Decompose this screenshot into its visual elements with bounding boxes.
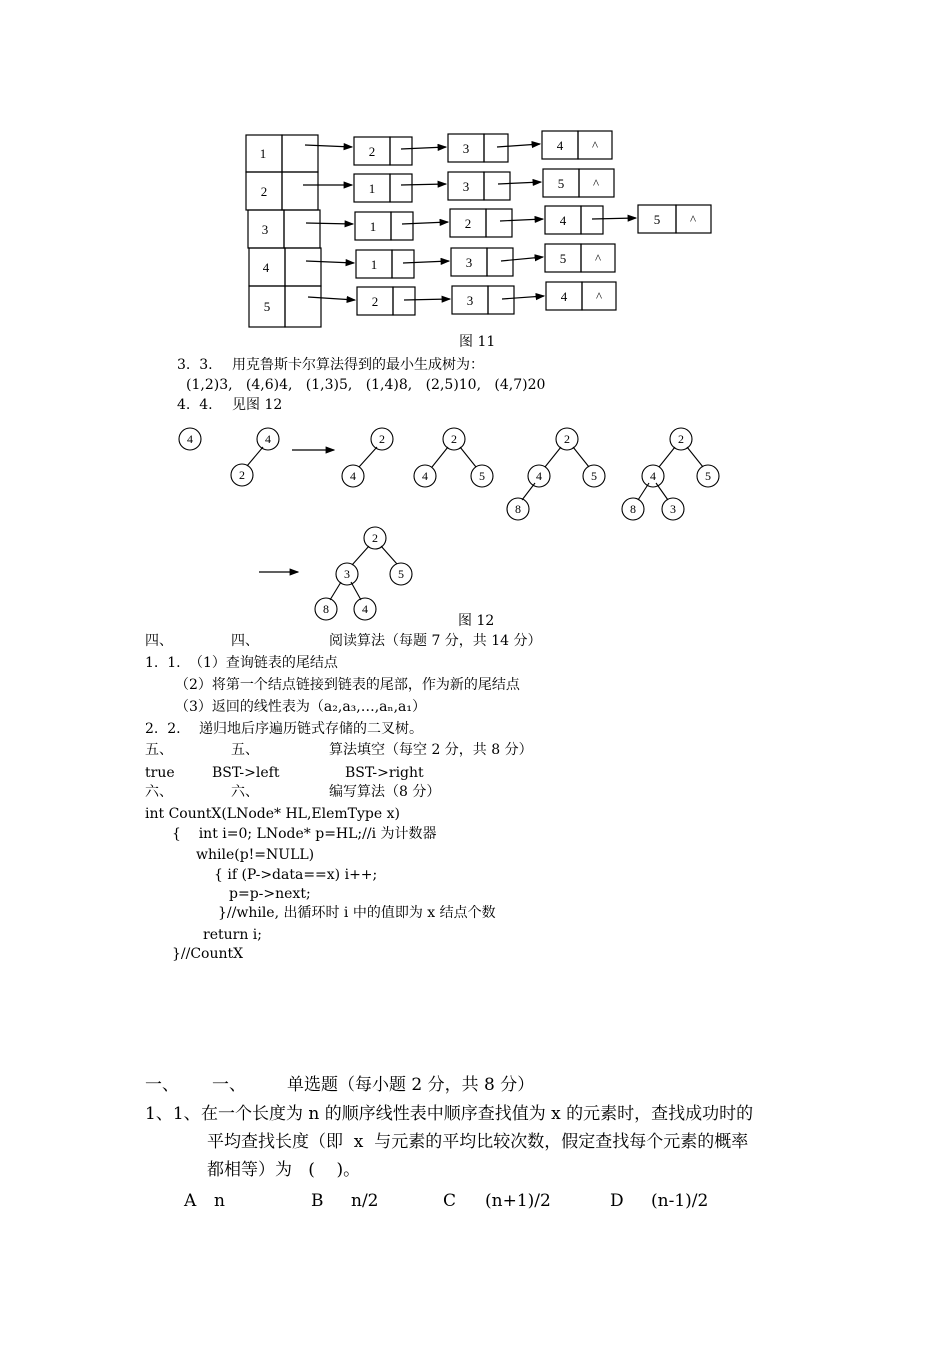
list-node: 1 [370,257,378,272]
s5-answer-3: BST->right [345,765,424,781]
tree-node: 8 [630,502,636,516]
section-4-number-repeat: 四、 [231,633,259,649]
tree-node: 2 [379,432,385,446]
tree-node: 4 [536,469,542,483]
tree-node: 4 [650,469,656,483]
section-6-number: 六、 [145,784,173,800]
head-node-1: 1 [259,146,267,161]
head-node-5: 5 [263,299,271,314]
section-1-number: 一、 [145,1075,179,1095]
section-4-number: 四、 [145,633,173,649]
null-pointer: ^ [591,138,599,153]
s4-q2-label: 2. 2. [145,721,181,737]
head-node-4: 4 [262,260,270,275]
head-node-3: 3 [261,222,269,237]
option-b-letter: B [311,1191,324,1211]
list-node: 1 [368,181,376,196]
option-a-letter: A [184,1191,197,1211]
s1-q1-label: 1、1、 [145,1104,201,1124]
list-node: 3 [466,293,474,308]
tree-node: 5 [591,469,597,483]
item-3-text: 用克鲁斯卡尔算法得到的最小生成树为： [232,357,484,373]
figure-11-adjacency-list [0,0,952,340]
code-line-2: { int i=0; LNode* p=HL;//i 为计数器 [172,826,437,842]
list-node: 3 [465,255,473,270]
s1-q1-line3: 都相等）为 ( )。 [207,1160,361,1180]
list-node: 5 [559,251,567,266]
list-node: 5 [557,176,565,191]
null-pointer: ^ [595,289,603,304]
option-c-letter: C [443,1191,457,1211]
tree-node: 8 [515,502,521,516]
s4-q1-line1: （1）查询链表的尾结点 [189,655,338,671]
tree-node: 4 [350,469,356,483]
option-c-text: (n+1)/2 [485,1191,551,1211]
list-node: 4 [560,289,568,304]
tree-node: 3 [670,502,676,516]
option-d-text: (n-1)/2 [651,1191,709,1211]
tree-node: 2 [564,432,570,446]
item-4-label: 4. 4. [177,397,213,413]
s5-answer-2: BST->left [212,765,280,781]
tree-node: 3 [344,567,350,581]
list-node: 2 [368,144,376,159]
code-line-6: }//while, 出循环时 i 中的值即为 x 结点个数 [218,905,496,921]
tree-node: 5 [398,567,404,581]
list-node: 2 [464,216,472,231]
s4-q1-line2: （2）将第一个结点链接到链表的尾部，作为新的尾结点 [175,677,520,693]
list-node: 2 [371,294,379,309]
tree-node: 2 [678,432,684,446]
section-1-title: 单选题（每小题 2 分，共 8 分） [287,1075,535,1095]
s1-q1-line2: 平均查找长度（即 x 与元素的平均比较次数，假定查找每个元素的概率 [207,1132,749,1152]
figure-12-trees [0,420,952,625]
section-6-title: 编写算法（8 分） [329,784,441,800]
s4-q1-line3: （3）返回的线性表为（a₂,a₃,…,aₙ,a₁） [175,699,426,715]
null-pointer: ^ [594,251,602,266]
option-d-letter: D [610,1191,624,1211]
tree-node: 2 [451,432,457,446]
list-node: 3 [462,179,470,194]
null-pointer: ^ [592,176,600,191]
code-line-7: return i; [203,927,262,943]
code-line-1: int CountX(LNode* HL,ElemType x) [145,806,400,822]
tree-node: 2 [239,468,245,482]
list-node: 3 [462,141,470,156]
tree-node: 2 [372,531,378,545]
code-line-4: { if (P->data==x) i++; [214,867,378,883]
item-4-text: 见图 12 [232,397,283,413]
s4-q1-label: 1. 1. [145,655,181,671]
figure-12-caption: 图 12 [458,613,495,629]
section-4-title: 阅读算法（每题 7 分，共 14 分） [329,633,542,649]
section-5-title: 算法填空（每空 2 分，共 8 分） [329,742,533,758]
tree-node: 8 [323,602,329,616]
tree-node: 5 [479,469,485,483]
option-a-text: n [214,1191,225,1211]
code-line-8: }//CountX [172,946,244,962]
null-pointer: ^ [689,212,697,227]
tree-node: 5 [705,469,711,483]
tree-node: 4 [187,432,193,446]
figure-11-caption: 图 11 [459,334,496,350]
option-b-text: n/2 [351,1191,379,1211]
section-5-number-repeat: 五、 [231,742,259,758]
tree-node: 4 [362,602,368,616]
section-5-number: 五、 [145,742,173,758]
list-node: 4 [559,213,567,228]
list-node: 4 [556,138,564,153]
section-1-number-repeat: 一、 [212,1075,246,1095]
s1-q1-line1: 在一个长度为 n 的顺序线性表中顺序查找值为 x 的元素时，查找成功时的 [201,1104,754,1124]
s4-q2-text: 递归地后序遍历链式存储的二叉树。 [199,721,423,737]
item-3-label: 3. 3. [177,357,213,373]
list-node: 5 [653,212,661,227]
s5-answer-1: true [145,765,175,781]
head-node-2: 2 [260,184,268,199]
list-node: 1 [369,219,377,234]
section-6-number-repeat: 六、 [231,784,259,800]
mst-edges: (1,2)3, (4,6)4, (1,3)5, (1,4)8, (2,5)10, (4,7)20 [186,377,546,393]
code-line-5: p=p->next; [229,886,311,902]
tree-node: 4 [422,469,428,483]
code-line-3: while(p!=NULL) [196,847,315,863]
tree-node: 4 [265,432,271,446]
